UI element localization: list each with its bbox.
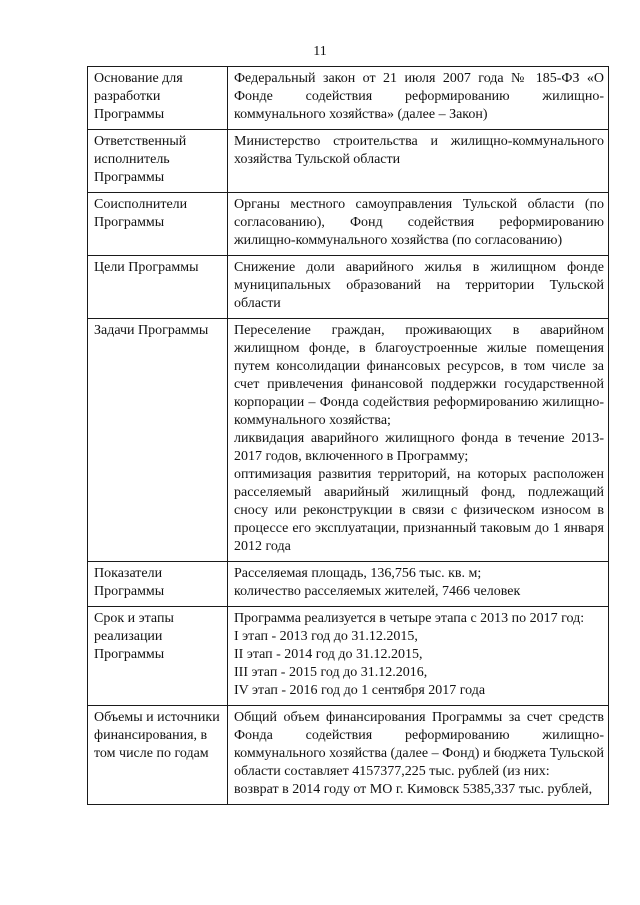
table-row-goals	[88, 256, 609, 319]
table-row-funding	[88, 706, 609, 805]
value-paragraph: ликвидация аварийного жилищного фонда в течение 2013-2017 годов, включенного в Программу;	[234, 431, 604, 464]
value-paragraph: Программа реализуется в четыре этапа с 2013 по 2017 год:	[234, 611, 585, 626]
value-paragraph: Общий объем финансирования Программы за счет средств Фонда содействия реформированию жилищно-коммунального хозяйства (далее – Фонд) и бюджета Тульской области составляет 4157377,225 тыс. рублей (из них:	[234, 710, 605, 779]
row-label: Основание для разработки Программы	[88, 67, 228, 130]
row-value	[228, 607, 609, 706]
value-paragraph: Федеральный закон от 21 июля 2007 года № 185-ФЗ «О Фонде содействия реформированию жилищно-коммунального хозяйства» (далее – Закон)	[234, 71, 604, 122]
row-value	[228, 256, 609, 319]
program-passport-table	[87, 66, 609, 805]
value-paragraph: Органы местного самоуправления Тульской области (по согласованию), Фонд содействия реформированию жилищно-коммунального хозяйства (по согласованию)	[234, 197, 604, 248]
row-value	[228, 193, 609, 256]
row-value	[228, 67, 609, 130]
table-row-stages	[88, 607, 609, 706]
table-row-basis	[88, 67, 609, 130]
table-row-co-executors	[88, 193, 609, 256]
table-row-responsible-executor	[88, 130, 609, 193]
row-label: Соисполнители Программы	[88, 193, 228, 256]
row-label: Цели Программы	[88, 256, 228, 319]
row-label: Задачи Программы	[88, 319, 228, 562]
value-paragraph: количество расселяемых жителей, 7466 человек	[234, 584, 521, 599]
value-paragraph: Снижение доли аварийного жилья в жилищном фонде муниципальных образований на территории Тульской области	[234, 260, 604, 311]
table-row-tasks	[88, 319, 609, 562]
row-label: Объемы и источники финансирования, в том числе по годам	[88, 706, 228, 805]
value-paragraph: I этап - 2013 год до 31.12.2015,	[234, 629, 418, 644]
row-value	[228, 706, 609, 805]
value-paragraph: Расселяемая площадь, 136,756 тыс. кв. м;	[234, 566, 482, 581]
row-value	[228, 562, 609, 607]
row-value	[228, 319, 609, 562]
page-number: 11	[313, 44, 327, 59]
value-paragraph: III этап - 2015 год до 31.12.2016,	[234, 665, 428, 680]
row-label: Показатели Программы	[88, 562, 228, 607]
value-paragraph: возврат в 2014 году от МО г. Кимовск 5385,337 тыс. рублей,	[234, 782, 593, 797]
value-paragraph: Министерство строительства и жилищно-коммунального хозяйства Тульской области	[234, 134, 604, 167]
value-paragraph: IV этап - 2016 год до 1 сентября 2017 года	[234, 683, 486, 698]
row-value	[228, 130, 609, 193]
value-paragraph: Переселение граждан, проживающих в аварийном жилищном фонде, в благоустроенные жилые помещения путем консолидации финансовых ресурсов, в том числе за счет привлечения финансовой поддержки государственной корпорации – Фонда содействия реформированию жилищно-коммунального хозяйства;	[234, 323, 604, 428]
value-paragraph: II этап - 2014 год до 31.12.2015,	[234, 647, 423, 662]
table-row-indicators	[88, 562, 609, 607]
row-label: Срок и этапы реализации Программы	[88, 607, 228, 706]
value-paragraph: оптимизация развития территорий, на которых расположен расселяемый аварийный жилищный фонд, подлежащий сносу или реконструкции в связи с физическом износом в процессе его эксплуатации, признанный таковым до 1 января 2012 года	[234, 467, 604, 554]
row-label: Ответственный исполнитель Программы	[88, 130, 228, 193]
